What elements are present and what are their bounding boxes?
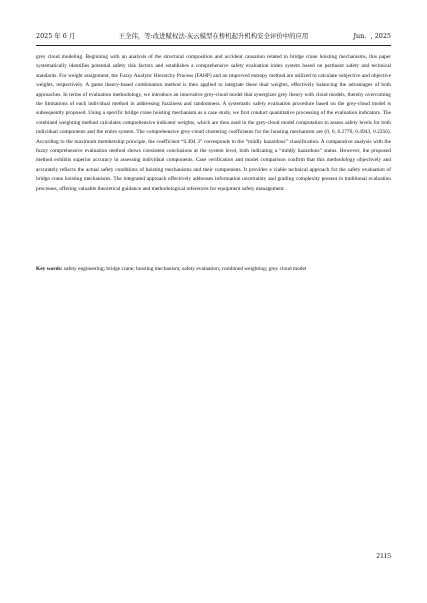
abstract-text: grey cloud modeling. Beginning with an analysis of the structural composition and accident causation related to bridge crane hoisting mechanisms, this paper systematically identifies potential safety risk factors and establishes a comprehensive safety evaluation index system based on pertinent safety and technical standards. For weight assignment, the Fuzzy Analytic Hierarchy Process (FAHP) and an improved entropy method are utilized to calculate subjective and objective weights, respectively. A game theory-based combination method is then applied to integrate these dual weights, effectively balancing the advantages of both approaches. In terms of evaluation methodology, we introduce an innovative grey-cloud model that synergizes grey theory with cloud models, thereby overcoming the limitations of each individual method in addressing fuzziness and randomness. A systematic safety evaluation procedure based on the grey-cloud model is subsequently proposed. Using a specific bridge crane hoisting mechanism as a case study, we first conduct quantitative processing of the evaluation indicators. The combined weighting method calculates comprehensive indicator weights, which are then used in the grey-cloud model computation to assess safety levels for both individual components and the entire system. The comprehensive grey-cloud clustering coefficients for the hoisting mechanism are (0, 0, 0.2770, 0.4943, 0.2356). According to the maximum membership principle, the coefficient “0.494 3” corresponds to the “mildly hazardous” classification. A comparative analysis with the fuzzy comprehensive evaluation method shows consistent conclusions at the system level, both indicating a “mildly hazardous” status. However, the proposed method exhibits superior accuracy in assessing individual components. Case verification and model comparison confirm that this methodology objectively and accurately reflects the actual safety conditions of hoisting mechanisms and their components. It provides a viable technical approach for the safety evaluation of bridge crane hoisting mechanisms. The integrated approach effectively addresses information uncertainty and grading complexity present in traditional evaluation processes, offering valuable theoretical guidance and methodological references for equipment safety management.	[36, 54, 391, 192]
header-rule	[36, 45, 391, 46]
header-date: 2025 年 6 月	[36, 32, 76, 40]
header-date-en: Jun．, 2025	[353, 32, 391, 40]
keywords-text: safety engineering; bridge crane; hoisting mechanism; safety evaluation; combined weighting; grey cloud model	[63, 266, 307, 272]
header-title: 王全伟，等:改进赋权法-灰云模型在桥机起升机构安全评价中的应用	[118, 32, 309, 40]
running-header	[36, 30, 391, 44]
keywords	[36, 265, 391, 274]
keywords-label: Key words:	[36, 266, 63, 272]
page-number: 2115	[376, 551, 391, 560]
